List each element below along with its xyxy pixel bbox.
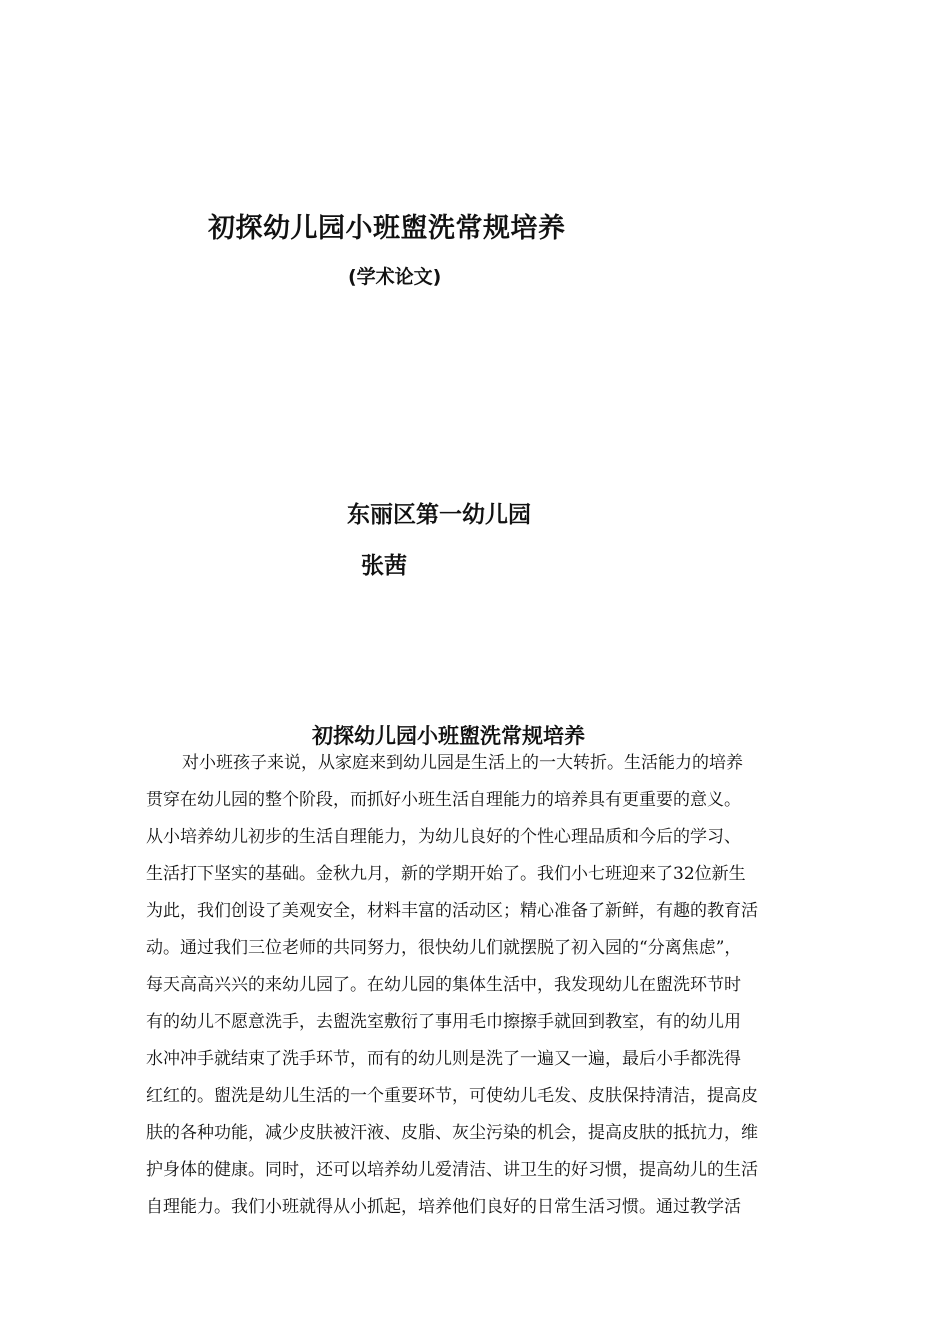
- body-line: 贯穿在幼儿园的整个阶段，而抓好小班生活自理能力的培养具有更重要的意义。: [146, 790, 741, 810]
- article-heading: 初探幼儿园小班盥洗常规培养: [312, 723, 585, 748]
- cover-title: 初探幼儿园小班盥洗常规培养: [208, 213, 566, 244]
- cover-author: 张茜: [361, 553, 407, 579]
- body-line: 护身体的健康。同时，还可以培养幼儿爱清洁、讲卫生的好习惯，提高幼儿的生活: [146, 1160, 758, 1180]
- body-line: 肤的各种功能，减少皮肤被汗液、皮脂、灰尘污染的机会，提高皮肤的抵抗力，维: [146, 1123, 758, 1143]
- body-line: 有的幼儿不愿意洗手，去盥洗室敷衍了事用毛巾擦擦手就回到教室，有的幼儿用: [146, 1012, 741, 1032]
- body-line: 自理能力。我们小班就得从小抓起，培养他们良好的日常生活习惯。通过教学活: [146, 1197, 741, 1217]
- body-line: 红红的。盥洗是幼儿生活的一个重要环节，可使幼儿毛发、皮肤保持清洁，提高皮: [146, 1086, 758, 1106]
- body-line: 每天高高兴兴的来幼儿园了。在幼儿园的集体生活中，我发现幼儿在盥洗环节时: [146, 975, 741, 995]
- body-line: 动。通过我们三位老师的共同努力，很快幼儿们就摆脱了初入园的“分离焦虑”，: [146, 938, 742, 958]
- article-body: [146, 748, 816, 1229]
- body-line: 为此，我们创设了美观安全，材料丰富的活动区；精心准备了新鲜，有趣的教育活: [146, 901, 758, 921]
- cover-organization: 东丽区第一幼儿园: [347, 502, 531, 528]
- body-line: 对小班孩子来说，从家庭来到幼儿园是生活上的一大转折。生活能力的培养: [182, 753, 743, 773]
- body-line: 从小培养幼儿初步的生活自理能力，为幼儿良好的个性心理品质和今后的学习、: [146, 827, 741, 847]
- body-line: 水冲冲手就结束了洗手环节，而有的幼儿则是洗了一遍又一遍，最后小手都洗得: [146, 1049, 741, 1069]
- cover-subtitle: (学术论文): [348, 266, 442, 288]
- body-line: 生活打下坚实的基础。金秋九月，新的学期开始了。我们小七班迎来了32位新生: [146, 864, 746, 884]
